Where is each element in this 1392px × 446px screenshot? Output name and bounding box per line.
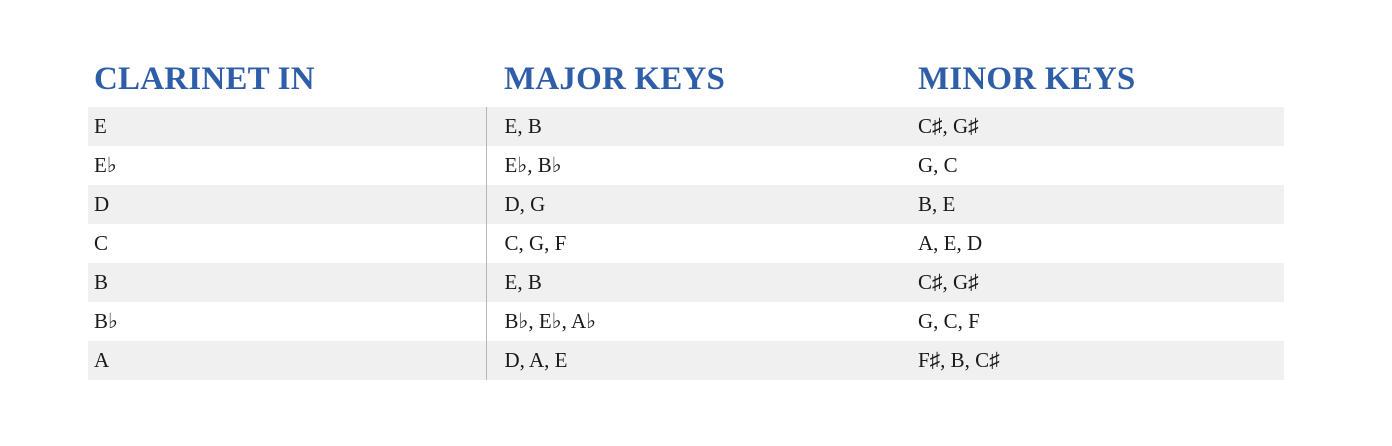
cell-minor-keys: G, C bbox=[900, 146, 1284, 185]
cell-minor-keys: F♯, B, C♯ bbox=[900, 341, 1284, 380]
table-row bbox=[88, 146, 1284, 185]
cell-clarinet-in: E♭ bbox=[88, 146, 486, 185]
table-row bbox=[88, 185, 1284, 224]
table-row bbox=[88, 341, 1284, 380]
cell-clarinet-in: E bbox=[88, 107, 486, 146]
clarinet-key-table-container bbox=[88, 62, 1284, 380]
table-header bbox=[88, 62, 1284, 107]
cell-major-keys: C, G, F bbox=[486, 224, 900, 263]
cell-major-keys: E, B bbox=[486, 107, 900, 146]
cell-clarinet-in: A bbox=[88, 341, 486, 380]
column-header-major-keys: MAJOR KEYS bbox=[504, 61, 726, 97]
table-row bbox=[88, 263, 1284, 302]
clarinet-key-table bbox=[88, 62, 1284, 380]
table-row bbox=[88, 302, 1284, 341]
cell-major-keys: B♭, E♭, A♭ bbox=[486, 302, 900, 341]
cell-clarinet-in: C bbox=[88, 224, 486, 263]
table-row bbox=[88, 107, 1284, 146]
cell-clarinet-in: D bbox=[88, 185, 486, 224]
cell-minor-keys: C♯, G♯ bbox=[900, 107, 1284, 146]
table-body bbox=[88, 107, 1284, 380]
table-header-row bbox=[88, 62, 1284, 107]
column-header-clarinet-in: CLARINET IN bbox=[94, 61, 315, 97]
cell-major-keys: D, A, E bbox=[486, 341, 900, 380]
table-row bbox=[88, 224, 1284, 263]
cell-clarinet-in: B bbox=[88, 263, 486, 302]
cell-major-keys: D, G bbox=[486, 185, 900, 224]
cell-minor-keys: C♯, G♯ bbox=[900, 263, 1284, 302]
cell-clarinet-in: B♭ bbox=[88, 302, 486, 341]
cell-major-keys: E, B bbox=[486, 263, 900, 302]
column-header-minor-keys: MINOR KEYS bbox=[918, 61, 1136, 97]
cell-major-keys: E♭, B♭ bbox=[486, 146, 900, 185]
cell-minor-keys: B, E bbox=[900, 185, 1284, 224]
cell-minor-keys: G, C, F bbox=[900, 302, 1284, 341]
cell-minor-keys: A, E, D bbox=[900, 224, 1284, 263]
